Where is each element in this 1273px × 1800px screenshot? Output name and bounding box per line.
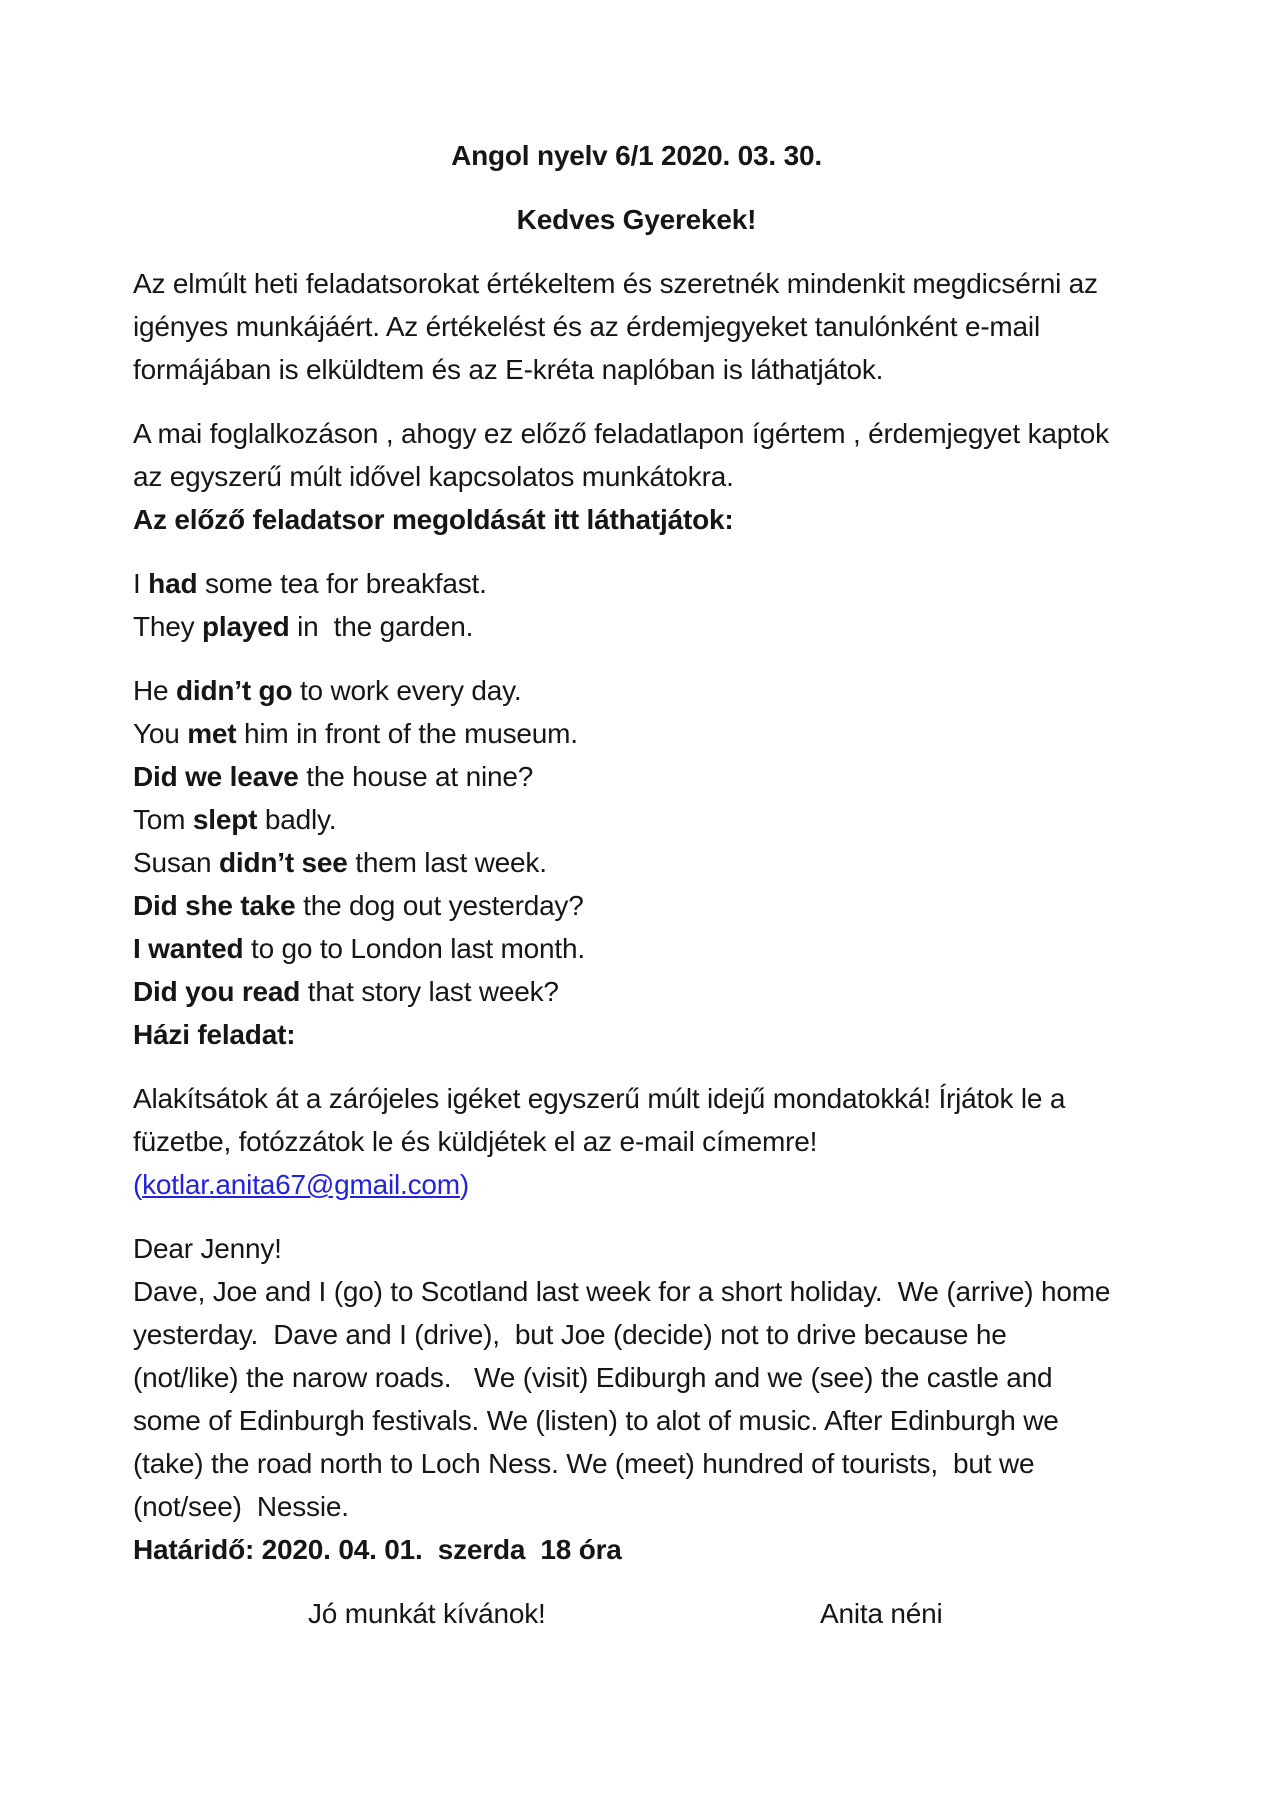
bold-text-segment: Did we leave <box>133 761 299 792</box>
closing-line <box>133 1592 1140 1635</box>
text-line <box>133 884 1140 927</box>
text-segment: the house at nine? <box>298 761 534 792</box>
text-line <box>133 927 1140 970</box>
text-line <box>133 712 1140 755</box>
text-line <box>133 262 1140 305</box>
text-segment: füzetbe, fotózzátok le és küldjétek el az e-mail címemre! <box>133 1126 818 1157</box>
bold-text-segment: played <box>202 611 290 642</box>
text-line <box>133 669 1140 712</box>
bold-text-segment: I wanted <box>133 933 244 964</box>
closing-text-0: Jó munkát kívánok! <box>308 1598 546 1629</box>
text-segment: He <box>133 675 176 706</box>
text-line <box>133 412 1140 455</box>
email-link[interactable]: kotlar.anita67@gmail.com <box>142 1169 460 1200</box>
doc-title <box>133 134 1140 177</box>
text-line <box>133 562 1140 605</box>
text-line <box>133 1528 1140 1571</box>
bold-text-segment: Házi feladat: <box>133 1019 296 1050</box>
bold-text-segment: Határidő: 2020. 04. 01. szerda 18 óra <box>133 1534 622 1565</box>
text-segment: Alakítsátok át a zárójeles igéket egyszerű múlt idejű mondatokká! Írjátok le a <box>133 1083 1066 1114</box>
text-segment: him in front of the museum. <box>236 718 578 749</box>
para-evaluation <box>133 262 1140 391</box>
bold-text-segment: slept <box>192 804 258 835</box>
text-segment: I <box>133 568 149 599</box>
text-line <box>133 348 1140 391</box>
text-segment: the dog out yesterday? <box>295 890 584 921</box>
text-line <box>133 1270 1140 1313</box>
text-segment: to go to London last month. <box>243 933 585 964</box>
text-line <box>133 1163 1140 1206</box>
bold-text-segment: Did you read <box>133 976 301 1007</box>
text-segment: in the garden. <box>289 611 474 642</box>
text-line <box>133 1120 1140 1163</box>
text-line <box>133 305 1140 348</box>
bold-text-segment: Did she take <box>133 890 296 921</box>
text-segment: some of Edinburgh festivals. We (listen) to alot of music. After Edinburgh we <box>133 1405 1059 1436</box>
bold-text-segment: had <box>148 568 198 599</box>
text-line <box>133 970 1140 1013</box>
text-segment: them last week. <box>347 847 547 878</box>
bold-text-segment: Angol nyelv 6/1 2020. 03. 30. <box>451 140 822 171</box>
text-line <box>133 455 1140 498</box>
bold-text-segment: Az előző feladatsor megoldását itt láthatjátok: <box>133 504 734 535</box>
text-line <box>133 1485 1140 1528</box>
para-today-lesson <box>133 412 1140 541</box>
text-line <box>133 798 1140 841</box>
text-segment: Dear Jenny! <box>133 1233 282 1264</box>
text-segment: Susan <box>133 847 219 878</box>
text-line <box>133 1227 1140 1270</box>
closing-text-1: Anita néni <box>820 1598 943 1629</box>
text-segment: ( <box>133 1169 143 1200</box>
text-segment: az egyszerű múlt idővel kapcsolatos munkátokra. <box>133 461 734 492</box>
doc-greeting <box>133 198 1140 241</box>
text-line <box>133 1013 1140 1056</box>
text-line <box>133 1442 1140 1485</box>
text-segment: A mai foglalkozáson , ahogy ez előző feladatlapon ígértem , érdemjegyet kaptok <box>133 418 1109 449</box>
bold-text-segment: didn’t see <box>218 847 348 878</box>
text-line <box>133 198 1140 241</box>
bold-text-segment: met <box>187 718 237 749</box>
bold-text-segment: didn’t go <box>175 675 293 706</box>
answers-group-2 <box>133 669 1140 1056</box>
text-segment: yesterday. Dave and I (drive), but Joe (decide) not to drive because he <box>133 1319 1007 1350</box>
text-segment: You <box>133 718 188 749</box>
text-line <box>133 1077 1140 1120</box>
para-homework <box>133 1077 1140 1206</box>
text-segment: Tom <box>133 804 193 835</box>
text-segment: that story last week? <box>300 976 559 1007</box>
text-segment: (not/see) Nessie. <box>133 1491 349 1522</box>
text-line <box>133 134 1140 177</box>
text-line <box>133 841 1140 884</box>
para-letter-exercise <box>133 1227 1140 1571</box>
answers-group-1 <box>133 562 1140 648</box>
text-line <box>133 1356 1140 1399</box>
text-segment: ) <box>459 1169 470 1200</box>
text-segment: Dave, Joe and I (go) to Scotland last week for a short holiday. We (arrive) home <box>133 1276 1111 1307</box>
bold-text-segment: Kedves Gyerekek! <box>516 204 757 235</box>
text-segment: badly. <box>257 804 337 835</box>
text-segment: (not/like) the narow roads. We (visit) Ediburgh and we (see) the castle and <box>133 1362 1053 1393</box>
text-line <box>133 498 1140 541</box>
text-line <box>133 755 1140 798</box>
text-segment: some tea for breakfast. <box>197 568 487 599</box>
text-segment: igényes munkájáért. Az értékelést és az érdemjegyeket tanulónként e-mail <box>133 311 1040 342</box>
text-line <box>133 605 1140 648</box>
text-segment: to work every day. <box>292 675 522 706</box>
text-line <box>133 1399 1140 1442</box>
text-segment: (take) the road north to Loch Ness. We (meet) hundred of tourists, but we <box>133 1448 1035 1479</box>
text-segment: They <box>133 611 203 642</box>
text-segment: Az elmúlt heti feladatsorokat értékeltem és szeretnék mindenkit megdicsérni az <box>133 268 1098 299</box>
text-line <box>133 1313 1140 1356</box>
text-segment: formájában is elküldtem és az E-kréta naplóban is láthatjátok. <box>133 354 884 385</box>
